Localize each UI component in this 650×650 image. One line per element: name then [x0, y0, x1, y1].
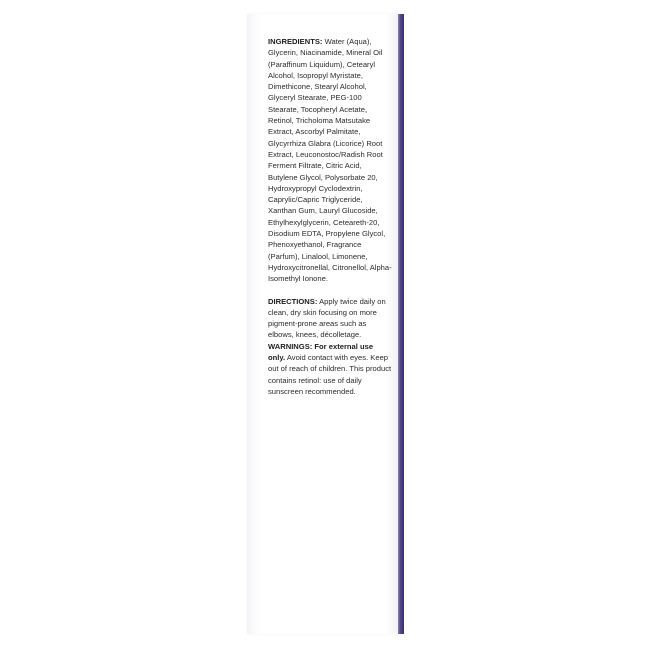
ingredients-list: Water (Aqua), Glycerin, Niacinamide, Mineral Oil (Paraffinum Liquidum), Cetearyl Alcohol, Isopropyl Myristate, Dimethicone, Stearyl Alcohol, Glyceryl Stearate, PEG-100 Stearate, Tocopheryl Acetate, Retinol, Tricholoma Matsutake Extract, Ascorbyl Palmitate, Glycyrrhiza Glabra (Licorice) Root Extract, Leuconostoc/Radish Root Ferment Filtrate, Citric Acid, Butylene Glycol, Polysorbate 20, Hydroxypropyl Cyclodextrin, Caprylic/Capric Triglyceride, Xanthan Gum, Lauryl Glucoside, Ethylhexylglycerin, Ceteareth-20, Disodium EDTA, Propylene Glycol, Phenoxyethanol, Fragrance (Parfum), Linalool, Limonene, Hydroxycitronellal, Citronellol, Alpha-Isomethyl Ionone.	[268, 37, 392, 284]
box-edge-accent-stripe	[398, 14, 404, 634]
warnings-text: Avoid contact with eyes. Keep out of reach of children. This product contains retinol: use of daily sunscreen recommended.	[268, 353, 392, 396]
paragraph-spacer	[268, 285, 392, 296]
directions-text: Apply twice daily on clean, dry skin focusing on more pigment-prone areas such as elbows, knees, décolletage.	[268, 296, 386, 340]
warnings-paragraph	[268, 341, 392, 397]
box-label-text	[268, 36, 392, 397]
ingredients-heading: INGREDIENTS:	[268, 37, 323, 46]
warnings-heading: WARNINGS: For external use only.	[268, 341, 374, 363]
ingredients-paragraph	[268, 36, 392, 285]
directions-paragraph	[268, 296, 392, 341]
directions-heading: DIRECTIONS:	[268, 296, 318, 306]
